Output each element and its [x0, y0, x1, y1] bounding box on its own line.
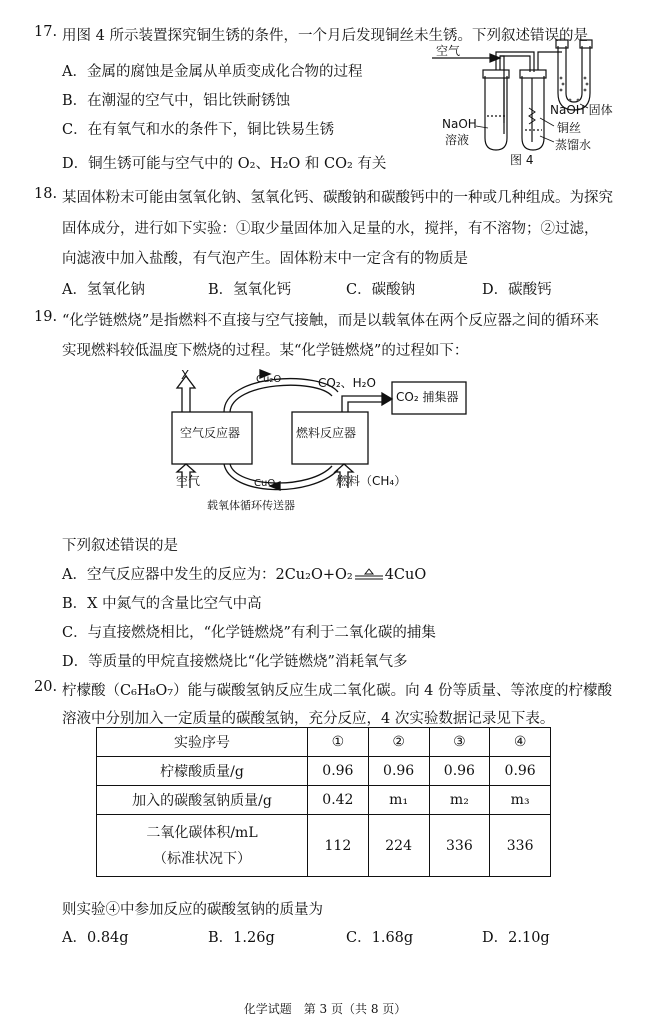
q18-option-d: D．碳酸钙 — [482, 282, 552, 298]
table-cell: 0.96 — [429, 757, 490, 786]
diagram-products-label: CO₂、H₂O — [318, 376, 376, 390]
q19-option-a: A．空气反应器中发生的反应为：2Cu₂O+O₂ 4CuO — [62, 567, 427, 583]
table-cell: 0.96 — [368, 757, 429, 786]
q20-line-2: 溶液中分别加入一定质量的碳酸氢钠，充分反应，4 次实验数据记录见下表。 — [62, 711, 555, 727]
q17-option-c: C．在有氧气和水的条件下，铜比铁易生锈 — [62, 122, 335, 138]
q18-line-1: 某固体粉末可能由氢氧化钠、氢氧化钙、碳酸钠和碳酸钙中的一种或几种组成。为探究 — [62, 190, 613, 206]
table-header-cell: ④ — [490, 728, 551, 757]
q17-option-d: D．铜生锈可能与空气中的 O₂、H₂O 和 CO₂ 有关 — [62, 156, 387, 172]
table-cell: 336 — [429, 815, 490, 877]
q19-line-2: 实现燃料较低温度下燃烧的过程。某“化学链燃烧”的过程如下： — [62, 343, 469, 359]
q18-option-b: B．氢氧化钙 — [208, 282, 292, 298]
diagram-conveyor-label: 载氧体循环传送器 — [207, 499, 295, 512]
q17-number: 17. — [34, 24, 58, 40]
q18-number: 18. — [34, 186, 58, 202]
table-cell-co2-label: 二氧化碳体积/mL （标准状况下） — [97, 815, 308, 877]
diagram-air-reactor-label: 空气反应器 — [180, 426, 241, 440]
q19-option-d: D．等质量的甲烷直接燃烧比“化学链燃烧”消耗氧气多 — [62, 654, 408, 670]
q20-line-1: 柠檬酸（C₆H₈O₇）能与碳酸氢钠反应生成二氧化碳。向 4 份等质量、等浓度的柠檬酸 — [62, 683, 613, 699]
table-header-cell: ① — [308, 728, 369, 757]
diagram-fuel-in-label: 燃料（CH₄） — [336, 474, 407, 488]
table-cell: 224 — [368, 815, 429, 877]
page-footer: 化学试题 第 3 页（共 8 页） — [243, 1002, 407, 1016]
table-row — [97, 728, 551, 757]
table-cell: 柠檬酸质量/g — [97, 757, 308, 786]
q20-option-c: C．1.68g — [346, 930, 414, 946]
fig4-naoh-solution-label-2: 溶液 — [445, 133, 470, 147]
q19-option-b: B．X 中氮气的含量比空气中高 — [62, 596, 262, 612]
table-header-cell: ② — [368, 728, 429, 757]
q20-data-table — [96, 727, 551, 877]
q19-number: 19. — [34, 309, 58, 325]
q18-line-3: 向滤液中加入盐酸，有气泡产生。固体粉末中一定含有的物质是 — [62, 251, 468, 267]
q17-option-a: A．金属的腐蚀是金属从单质变成化合物的过程 — [62, 64, 363, 80]
table-cell: m₁ — [368, 786, 429, 815]
q18-line-2: 固体成分，进行如下实验：①取少量固体加入足量的水，搅拌，有不溶物；②过滤， — [62, 221, 599, 237]
diagram-cuo-label: CuO — [254, 478, 276, 489]
q18-option-c: C．碳酸钠 — [346, 282, 416, 298]
q20-option-d: D．2.10g — [482, 930, 550, 946]
q17-stem: 用图 4 所示装置探究铜生锈的条件，一个月后发现铜丝未生锈。下列叙述错误的是 — [62, 28, 588, 44]
fig4-naoh-solution-label-1: NaOH — [442, 117, 477, 131]
q20-number: 20. — [34, 679, 58, 695]
q20-option-a: A．0.84g — [62, 930, 129, 946]
diagram-x-label: X — [181, 368, 190, 382]
table-cell: 0.96 — [490, 757, 551, 786]
fig4-caption: 图 4 — [510, 153, 534, 167]
table-row — [97, 815, 551, 877]
q20-prompt: 则实验④中参加反应的碳酸氢钠的质量为 — [62, 902, 323, 918]
q19-line-1: “化学链燃烧”是指燃料不直接与空气接触，而是以载氧体在两个反应器之间的循环来 — [62, 313, 599, 329]
diagram-cu2o-label: Cu₂O — [256, 374, 282, 385]
q19-prompt: 下列叙述错误的是 — [62, 538, 178, 554]
q18-option-a: A．氢氧化钠 — [62, 282, 145, 298]
fig4-distilled-water-label: 蒸馏水 — [555, 138, 592, 152]
table-cell: 0.42 — [308, 786, 369, 815]
heat-equilibrium-icon — [354, 568, 384, 582]
table-row — [97, 757, 551, 786]
diagram-fuel-reactor-label: 燃料反应器 — [296, 426, 357, 440]
q20-option-b: B．1.26g — [208, 930, 275, 946]
table-cell: m₂ — [429, 786, 490, 815]
table-header-cell: ③ — [429, 728, 490, 757]
fig4-naoh-solid-label: NaOH 固体 — [550, 103, 613, 117]
table-cell: 加入的碳酸氢钠质量/g — [97, 786, 308, 815]
table-row — [97, 786, 551, 815]
diagram-air-in-label: 空气 — [176, 474, 201, 488]
q17-option-b: B．在潮湿的空气中，铝比铁耐锈蚀 — [62, 93, 291, 109]
q19-option-c: C．与直接燃烧相比，“化学链燃烧”有利于二氧化碳的捕集 — [62, 625, 436, 641]
table-header-cell: 实验序号 — [97, 728, 308, 757]
diagram-collector-label: CO₂ 捕集器 — [396, 390, 459, 404]
fig4-copper-wire-label: 铜丝 — [557, 121, 582, 135]
table-cell: 336 — [490, 815, 551, 877]
table-cell: 112 — [308, 815, 369, 877]
fig4-air-label: 空气 — [436, 44, 461, 58]
table-cell: 0.96 — [308, 757, 369, 786]
table-cell: m₃ — [490, 786, 551, 815]
